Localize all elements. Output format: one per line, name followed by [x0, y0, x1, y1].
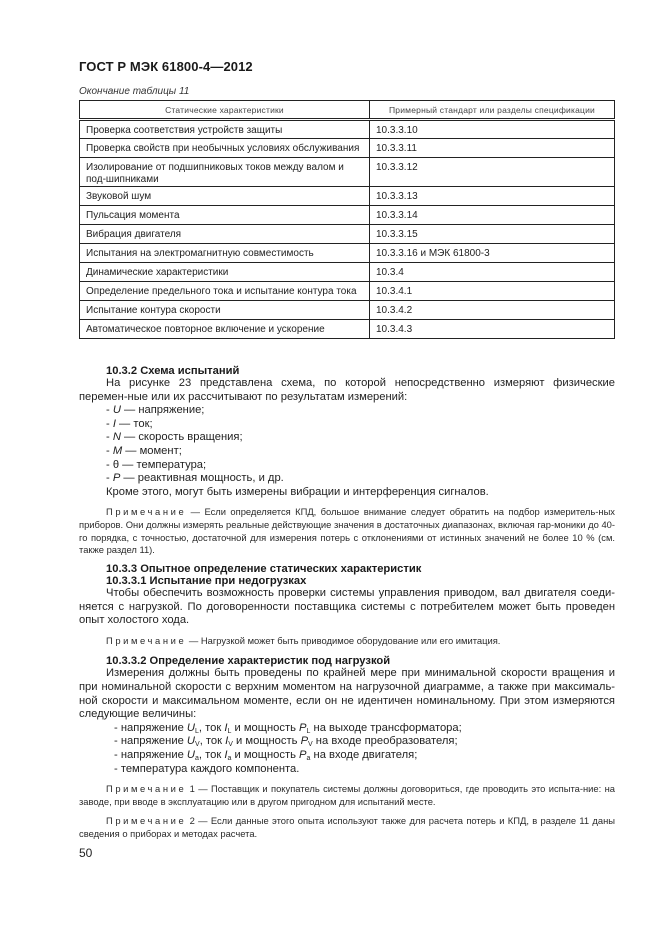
cell-characteristic: Определение предельного тока и испытание контура тока [80, 282, 370, 301]
paragraph: Измерения должны быть проведены по крайней мере при минимальной скорости вращения и при номинальной скорости с верхним моментом на нагрузочной диаграмме, а также при максималь-ной скорости и максимальном моменте, если он не идентичен номинальному. При этом измеряются следующие величины: [79, 667, 615, 721]
cell-characteristic: Проверка соответствия устройств защиты [80, 120, 370, 139]
symbol-u: U [186, 735, 196, 748]
standard-title: ГОСТ Р МЭК 61800-4—2012 [79, 59, 253, 74]
symbol: N [112, 431, 121, 444]
note-2 [79, 815, 615, 840]
note-body: — Нагрузкой может быть приводимое оборудование или его имитация. [186, 634, 501, 646]
symbol-u: U [186, 748, 196, 761]
table-row [80, 187, 615, 206]
subscript: V [308, 741, 313, 749]
note-number: 1 [186, 783, 195, 795]
symbol-i: I [224, 721, 228, 734]
text: , ток [199, 735, 226, 748]
column-header-characteristics: Статические характеристики [80, 101, 370, 120]
cell-reference: 10.3.3.10 [370, 120, 615, 139]
spec-table [79, 100, 615, 339]
subscript: a [195, 754, 199, 762]
list-item: - M — момент; [106, 444, 182, 457]
cell-characteristic: Испытания на электромагнитную совместимость [80, 244, 370, 263]
note-label: Примечание [106, 634, 187, 646]
note-body: — Если данные этого опыта используют также для расчета потерь и КПД, в разделе 11 даны сведения о приборах и методах расчета. [79, 815, 615, 839]
subscript: a [306, 754, 311, 762]
paragraph: Чтобы обеспечить возможность проверки системы управления приводом, вал двигателя соеди-няется с нагрузкой. По договоренности поставщика системы с потребителем может быть проведен опыт холостого хода. [79, 587, 615, 627]
text: на выходе трансформатора; [310, 721, 462, 734]
cell-characteristic: Звуковой шум [80, 187, 370, 206]
cell-reference: 10.3.4.1 [370, 282, 615, 301]
list-item [79, 735, 615, 749]
subscript: L [227, 727, 232, 735]
list-item: - N — скорость вращения; [106, 431, 243, 444]
note-body: — Поставщик и покупатель системы должны договориться, где проводить это испыта-ние: на заводе, при вводе в эксплуатацию или в другом пригодном для испытаний месте. [79, 783, 615, 807]
cell-reference: 10.3.4 [370, 263, 615, 282]
text: на входе двигателя; [310, 748, 418, 761]
paragraph: На рисунке 23 представлена схема, по которой непосредственно измеряют физические перемен-ные или их рассчитывают по результатам измерений: [79, 377, 615, 403]
symbol: M [112, 444, 123, 457]
cell-reference: 10.3.3.11 [370, 139, 615, 158]
subscript: L [306, 727, 311, 735]
list-item [79, 749, 615, 763]
symbol-p: P [300, 735, 309, 748]
table-row [80, 225, 615, 244]
text: , ток [198, 748, 225, 761]
cell-reference: 10.3.3.16 и МЭК 61800-3 [370, 244, 615, 263]
note-body: — Если определяется КПД, большое внимание следует обратить на подбор измеритель-ных приборов. Они должны измерять реальные действующие значения в достаточных диапазонах, включая гар-моники до 40-го порядка, с точностью, достаточной для измерения потерь с отклонениями от истинных значений не более 10 % (см. также раздел 11). [79, 506, 615, 556]
list-item-text: — скорость вращения; [120, 431, 243, 444]
list-item: - U — напряжение; [106, 404, 205, 417]
table-caption: Окончание таблицы 11 [79, 86, 190, 97]
section-heading: 10.3.3 Опытное определение статических характеристик [106, 563, 422, 575]
cell-characteristic: Автоматическое повторное включение и ускорение [80, 320, 370, 339]
text: и мощность [231, 721, 300, 734]
symbol-p: P [299, 748, 307, 761]
paragraph: Кроме этого, могут быть измерены вибрации и интерференция сигналов. [106, 485, 489, 498]
cell-reference: 10.3.3.15 [370, 225, 615, 244]
table-row [80, 301, 615, 320]
text: и мощность [232, 735, 301, 748]
cell-characteristic: Динамические характеристики [80, 263, 370, 282]
subsection-heading: 10.3.3.1 Испытание при недогрузках [106, 575, 307, 587]
symbol-i: I [224, 748, 228, 761]
column-header-reference: Примерный стандарт или разделы спецификации [370, 101, 615, 120]
table-header-row [80, 101, 615, 120]
subscript: V [195, 741, 200, 749]
subsection-heading: 10.3.3.2 Определение характеристик под нагрузкой [106, 655, 391, 668]
cell-reference: 10.3.4.2 [370, 301, 615, 320]
list-item: - θ — температура; [106, 458, 207, 471]
cell-reference: 10.3.4.3 [370, 320, 615, 339]
cell-characteristic: Проверка свойств при необычных условиях обслуживания [80, 139, 370, 158]
list-item-text: — реактивная мощность, и др. [120, 472, 284, 485]
list-item-text: — ток; [115, 417, 153, 430]
list-item-text: — момент; [122, 444, 182, 457]
text: и мощность [231, 748, 300, 761]
note [79, 506, 615, 556]
page-number: 50 [79, 846, 93, 860]
cell-characteristic: Изолирование от подшипниковых токов между валом и под-шипниками [80, 158, 370, 187]
subscript: a [227, 754, 232, 762]
list-item: - температура каждого компонента. [114, 762, 300, 775]
list-item: - P — реактивная мощность, и др. [106, 472, 284, 485]
section-heading: 10.3.2 Схема испытаний [106, 365, 240, 377]
cell-reference: 10.3.3.14 [370, 206, 615, 225]
note-label: Примечание [106, 815, 187, 827]
note-number: 2 [186, 815, 195, 827]
text: - напряжение [114, 748, 187, 761]
note-1 [79, 783, 615, 808]
cell-characteristic: Пульсация момента [80, 206, 370, 225]
note-label: Примечание [106, 783, 187, 795]
list-item-text: — напряжение; [120, 404, 205, 417]
subscript: L [195, 727, 199, 735]
table-row [80, 139, 615, 158]
text: - напряжение [114, 721, 187, 734]
symbol-i: I [225, 735, 229, 748]
text: на входе преобразователя; [312, 735, 458, 748]
table-row [80, 263, 615, 282]
text: , ток [198, 721, 225, 734]
cell-reference: 10.3.3.12 [370, 158, 615, 187]
symbol: U [112, 404, 121, 417]
list-item [79, 722, 615, 736]
symbol-u: U [186, 721, 196, 734]
subscript: V [228, 741, 233, 749]
table-row [80, 282, 615, 301]
list-item-text: — температура; [119, 458, 207, 471]
section-10-3-3 [79, 563, 615, 841]
list-item: - I — ток; [106, 417, 153, 430]
table-row [80, 244, 615, 263]
table-row [80, 158, 615, 187]
table-row [80, 120, 615, 139]
section-10-3-2 [79, 365, 615, 557]
table-row [80, 320, 615, 339]
table-row [80, 206, 615, 225]
cell-reference: 10.3.3.13 [370, 187, 615, 206]
symbol: θ [112, 458, 120, 471]
cell-characteristic: Вибрация двигателя [80, 225, 370, 244]
symbol: P [112, 472, 121, 485]
symbol-p: P [299, 721, 307, 734]
symbol: I [112, 417, 116, 430]
cell-characteristic: Испытание контура скорости [80, 301, 370, 320]
text: - напряжение [114, 735, 187, 748]
note-label: Примечание [106, 506, 187, 518]
note [79, 635, 615, 648]
